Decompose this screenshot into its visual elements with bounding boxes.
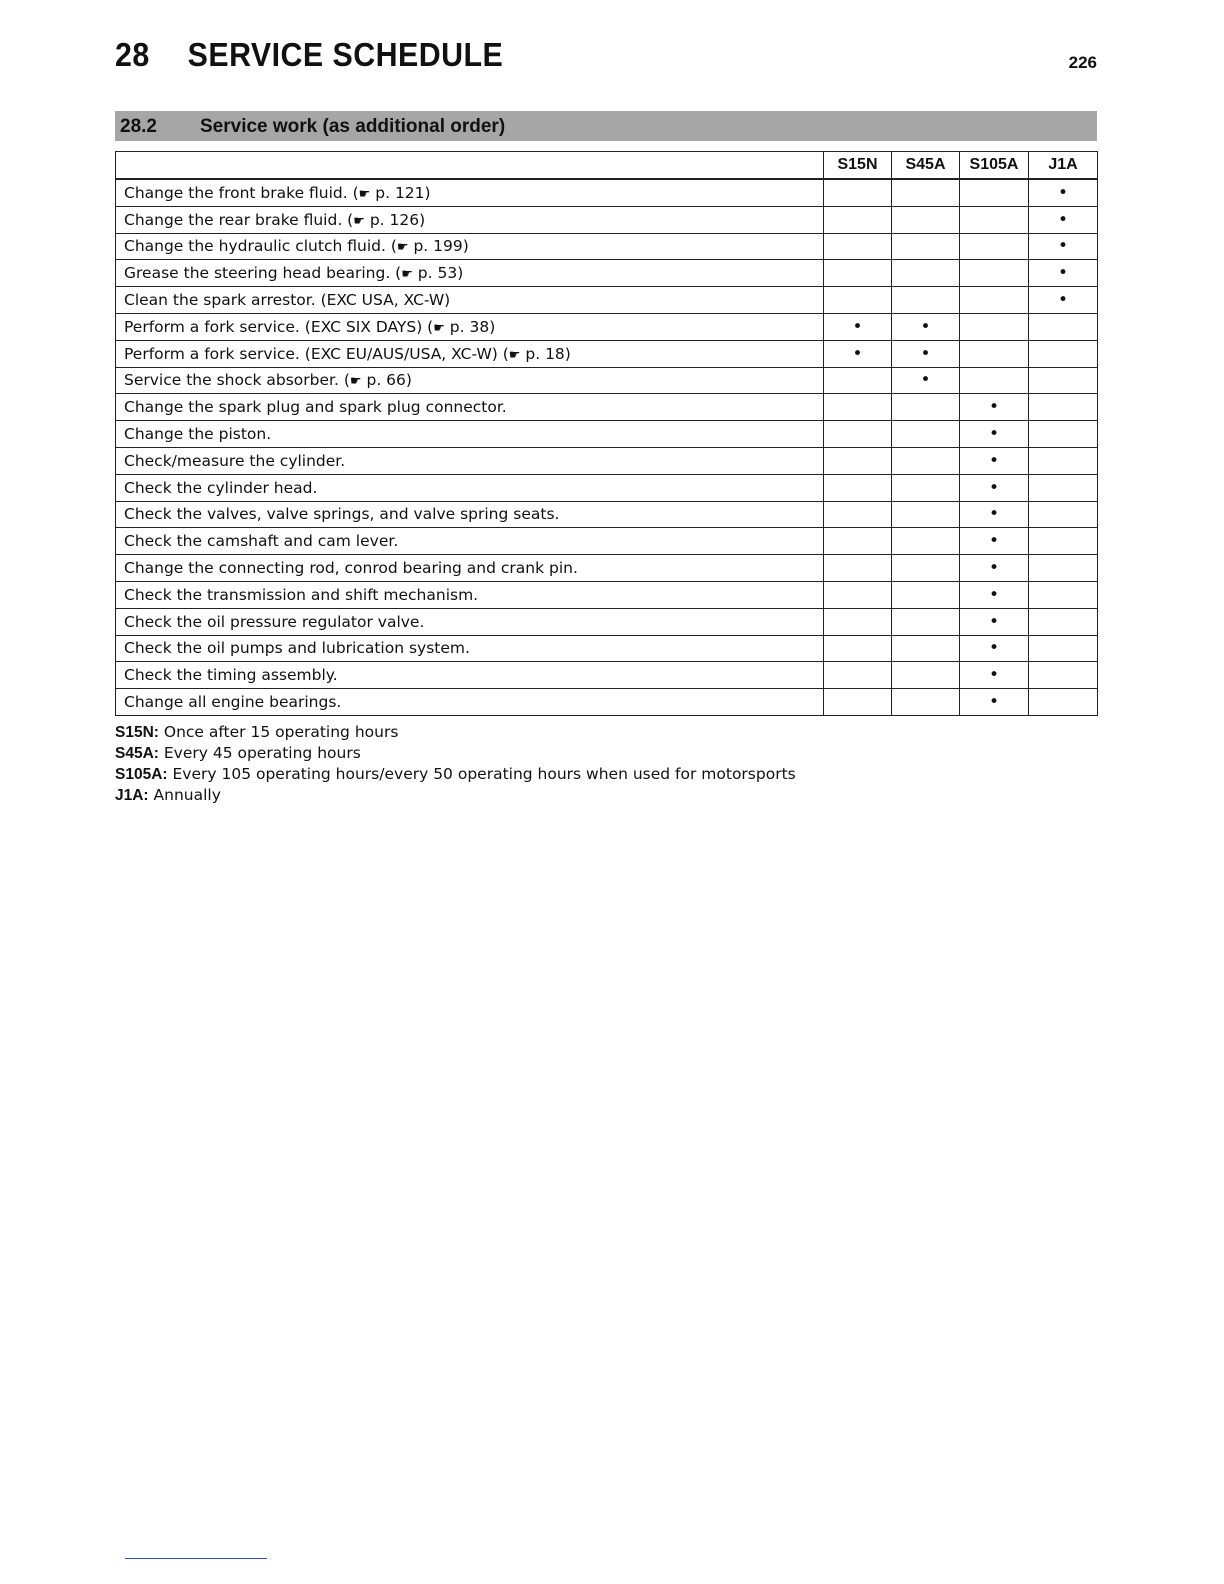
legend-text: Every 105 operating hours/every 50 operating hours when used for motorsports [167,765,796,783]
table-header-row [116,152,1098,180]
task-text: Check the timing assembly. [124,666,338,685]
task-cell [116,689,824,716]
header-interval-s45a: S45A [892,152,960,180]
task-cell [116,179,824,206]
interval-cell-j1a [1029,474,1098,501]
table-row [116,340,1098,367]
interval-cell-j1a [1029,233,1098,260]
pointing-hand-icon: ☛ [401,267,413,283]
bullet-mark: • [988,638,1000,659]
task-cell [116,635,824,662]
header-interval-j1a: J1A [1029,152,1098,180]
interval-cell-j1a [1029,608,1098,635]
interval-cell-s105a [960,474,1029,501]
table-row [116,635,1098,662]
interval-cell-j1a [1029,179,1098,206]
interval-cell-j1a [1029,394,1098,421]
bullet-mark: • [920,316,931,337]
interval-cell-s15n [824,528,892,555]
interval-cell-s15n [824,662,892,689]
table-row [116,287,1098,314]
interval-cell-s15n [824,179,892,206]
interval-cell-s45a [892,474,960,501]
interval-cell-s45a [892,179,960,206]
task-text: Change the piston. [124,425,272,444]
bullet-mark: • [988,504,1000,525]
interval-cell-s15n [824,394,892,421]
interval-cell-s105a [960,581,1029,608]
interval-cell-s105a [960,394,1029,421]
table-row [116,367,1098,394]
section-number: 28.2 [120,116,157,137]
interval-cell-s15n [824,501,892,528]
interval-cell-s105a [960,367,1029,394]
task-text: Change the connecting rod, conrod bearing and crank pin. [124,559,578,578]
bullet-mark: • [988,531,1000,552]
interval-cell-j1a [1029,260,1098,287]
legend-key: S45A: [115,745,159,762]
interval-cell-s45a [892,581,960,608]
bullet-mark: • [852,343,863,364]
task-cell [116,421,824,448]
bullet-mark: • [988,558,1000,579]
bullet-mark: • [988,477,1000,498]
interval-cell-j1a [1029,689,1098,716]
interval-cell-s105a [960,340,1029,367]
chapter-title: SERVICE SCHEDULE [187,36,504,73]
interval-legend [115,722,796,806]
interval-cell-s45a [892,421,960,448]
task-text: Change the spark plug and spark plug connector. [124,398,507,417]
legend-text: Once after 15 operating hours [158,723,399,741]
bullet-mark: • [988,692,1000,713]
table-row [116,474,1098,501]
interval-cell-s45a [892,260,960,287]
legend-text: Annually [148,786,221,804]
interval-cell-s15n [824,367,892,394]
interval-cell-s45a [892,206,960,233]
interval-cell-s15n [824,206,892,233]
legend-text: Every 45 operating hours [158,744,361,762]
interval-cell-s45a [892,287,960,314]
pointing-hand-icon: ☛ [508,347,521,363]
header-interval-s105a: S105A [960,152,1029,180]
interval-cell-j1a [1029,528,1098,555]
task-text: Check the transmission and shift mechanism. [124,585,479,604]
bullet-mark: • [1057,209,1069,230]
interval-cell-s105a [960,179,1029,206]
table-row [116,689,1098,716]
task-cell [116,581,824,608]
bullet-mark: • [988,397,1000,418]
section-header [115,111,1097,141]
bullet-mark: • [852,316,863,337]
interval-cell-s105a [960,501,1029,528]
interval-cell-s45a [892,233,960,260]
interval-cell-s15n [824,233,892,260]
page-reference: p. 121) [370,183,431,202]
interval-cell-s45a [892,555,960,582]
table-row [116,313,1098,340]
page-reference: p. 18) [520,344,571,363]
page-reference: p. 126) [364,210,426,229]
page-reference: p. 66) [361,371,412,390]
interval-cell-s45a [892,608,960,635]
table-row [116,581,1098,608]
task-cell [116,528,824,555]
table-row [116,608,1098,635]
interval-cell-s15n [824,447,892,474]
table-row [116,179,1098,206]
interval-cell-j1a [1029,501,1098,528]
task-cell [116,260,824,287]
interval-cell-s45a [892,447,960,474]
page-reference: p. 38) [444,317,496,336]
task-text: Check the oil pressure regulator valve. [124,612,425,631]
task-text: Change the rear brake fluid. ( [124,210,354,229]
interval-cell-s45a [892,528,960,555]
service-schedule-table [115,151,1098,716]
interval-cell-s15n [824,608,892,635]
pointing-hand-icon: ☛ [353,213,365,229]
interval-cell-s45a [892,689,960,716]
interval-cell-j1a [1029,635,1098,662]
pointing-hand-icon: ☛ [396,240,409,256]
task-cell [116,447,824,474]
table-row [116,233,1098,260]
interval-cell-s15n [824,474,892,501]
chapter-heading [115,36,503,74]
task-cell [116,313,824,340]
interval-cell-s105a [960,555,1029,582]
task-cell [116,287,824,314]
pointing-hand-icon: ☛ [358,186,371,202]
page-number: 226 [1068,53,1097,72]
interval-cell-j1a [1029,447,1098,474]
task-cell [116,608,824,635]
table-row [116,528,1098,555]
task-cell [116,662,824,689]
legend-item [115,743,796,764]
task-text: Check the oil pumps and lubrication system. [124,639,470,658]
table-row [116,662,1098,689]
task-cell [116,474,824,501]
legend-item [115,764,796,785]
interval-cell-s15n [824,287,892,314]
interval-cell-s105a [960,313,1029,340]
pointing-hand-icon: ☛ [349,374,362,390]
legend-key: S105A: [115,766,168,783]
interval-cell-s105a [960,635,1029,662]
legend-item [115,722,796,743]
interval-cell-j1a [1029,313,1098,340]
interval-cell-s105a [960,233,1029,260]
task-text: Check the cylinder head. [124,478,318,497]
interval-cell-s15n [824,581,892,608]
interval-cell-s15n [824,313,892,340]
table-body [116,179,1098,715]
interval-cell-s45a [892,501,960,528]
task-text: Clean the spark arrestor. (EXC USA, XC-W) [124,291,451,310]
interval-cell-j1a [1029,287,1098,314]
interval-cell-s105a [960,689,1029,716]
interval-cell-s105a [960,206,1029,233]
table-row [116,206,1098,233]
interval-cell-s105a [960,287,1029,314]
interval-cell-j1a [1029,340,1098,367]
bullet-mark: • [1057,182,1069,203]
table-row [116,394,1098,421]
interval-cell-j1a [1029,581,1098,608]
task-text: Grease the steering head bearing. ( [124,264,402,283]
page-reference: p. 53) [412,264,464,283]
interval-cell-s45a [892,635,960,662]
task-text: Change the hydraulic clutch fluid. ( [124,237,397,256]
interval-cell-j1a [1029,555,1098,582]
bullet-mark: • [1057,263,1069,284]
bullet-mark: • [1057,290,1069,311]
interval-cell-s45a [892,394,960,421]
bullet-mark: • [1057,236,1069,257]
interval-cell-s45a [892,313,960,340]
table-row [116,260,1098,287]
task-cell [116,555,824,582]
table-row [116,501,1098,528]
bullet-mark: • [988,584,1000,605]
interval-cell-s15n [824,689,892,716]
interval-cell-s105a [960,421,1029,448]
task-text: Check the camshaft and cam lever. [124,532,399,551]
task-cell [116,501,824,528]
page-reference: p. 199) [408,237,469,256]
legend-key: S15N: [115,724,159,741]
interval-cell-s15n [824,421,892,448]
table-row [116,555,1098,582]
task-text: Perform a fork service. (EXC SIX DAYS) ( [124,317,434,336]
interval-cell-j1a [1029,662,1098,689]
interval-cell-s105a [960,528,1029,555]
interval-cell-s45a [892,662,960,689]
bullet-mark: • [988,665,1000,686]
header-interval-s15n: S15N [824,152,892,180]
interval-cell-j1a [1029,367,1098,394]
interval-cell-s15n [824,555,892,582]
task-cell [116,340,824,367]
bullet-mark: • [988,424,1000,445]
task-text: Check the valves, valve springs, and valve spring seats. [124,505,560,524]
bullet-mark: • [920,343,931,364]
task-text: Check/measure the cylinder. [124,451,346,470]
bullet-mark: • [920,370,931,391]
task-text: Change all engine bearings. [124,693,342,712]
task-text: Perform a fork service. (EXC EU/AUS/USA, XC-W) ( [124,344,509,363]
interval-cell-j1a [1029,421,1098,448]
legend-key: J1A: [115,787,149,804]
task-cell [116,394,824,421]
interval-cell-s45a [892,367,960,394]
section-title: Service work (as additional order) [200,116,506,137]
table-row [116,421,1098,448]
interval-cell-s105a [960,608,1029,635]
interval-cell-s105a [960,260,1029,287]
chapter-number: 28 [115,36,150,73]
task-cell [116,233,824,260]
pointing-hand-icon: ☛ [433,320,445,336]
task-cell [116,367,824,394]
bullet-mark: • [988,611,1000,632]
footer-rule [125,1558,267,1559]
interval-cell-s105a [960,447,1029,474]
interval-cell-s45a [892,340,960,367]
legend-item [115,785,796,806]
header-task-cell [116,152,824,180]
task-text: Change the front brake fluid. ( [124,183,359,202]
task-text: Service the shock absorber. ( [124,371,350,390]
bullet-mark: • [988,450,1000,471]
interval-cell-s15n [824,635,892,662]
interval-cell-s15n [824,340,892,367]
interval-cell-s105a [960,662,1029,689]
task-cell [116,206,824,233]
interval-cell-j1a [1029,206,1098,233]
table-row [116,447,1098,474]
interval-cell-s15n [824,260,892,287]
